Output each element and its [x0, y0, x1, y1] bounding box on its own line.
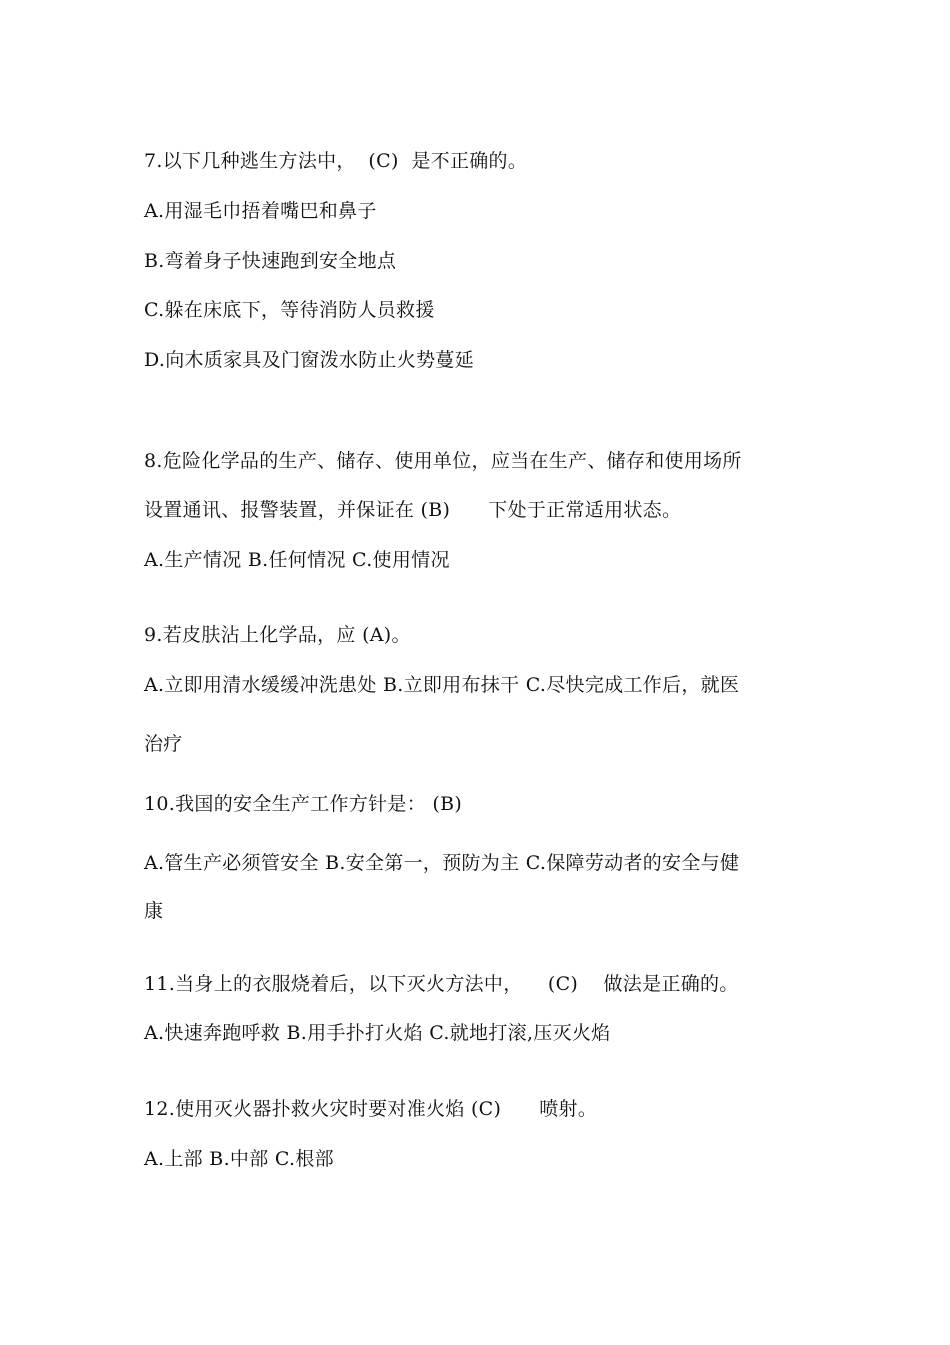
question-12-text: 12.使用灭火器扑救火灾时要对准火焰 (C) 喷射。	[144, 1098, 598, 1120]
question-10-options-line-2: 康	[144, 900, 164, 922]
question-8-text-line-2: 设置通讯、报警装置，并保证在 (B) 下处于正常适用状态。	[144, 499, 682, 521]
question-10-options-line-1: A.管生产必须管安全 B.安全第一，预防为主 C.保障劳动者的安全与健	[144, 852, 740, 874]
question-7-option-d: D.向木质家具及门窗泼水防止火势蔓延	[144, 349, 474, 371]
question-10-text: 10.我国的安全生产工作方针是： (B)	[144, 793, 463, 815]
question-9-text: 9.若皮肤沾上化学品，应 (A)。	[144, 624, 411, 646]
question-7-text: 7.以下几种逃生方法中， (C) 是不正确的。	[144, 150, 528, 172]
question-7-option-b: B.弯着身子快速跑到安全地点	[144, 250, 397, 272]
question-7-option-c: C.躲在床底下，等待消防人员救援	[144, 299, 435, 321]
question-11-options: A.快速奔跑呼救 B.用手扑打火焰 C.就地打滚,压灭火焰	[144, 1022, 611, 1044]
question-8-options: A.生产情况 B.任何情况 C.使用情况	[144, 549, 450, 571]
question-8-text-line-1: 8.危险化学品的生产、储存、使用单位，应当在生产、储存和使用场所	[144, 450, 742, 472]
question-12-options: A.上部 B.中部 C.根部	[144, 1148, 334, 1170]
question-9-options-line-2: 治疗	[144, 733, 183, 755]
question-7-option-a: A.用湿毛巾捂着嘴巴和鼻子	[144, 200, 377, 222]
question-9-options-line-1: A.立即用清水缓缓冲洗患处 B.立即用布抹干 C.尽快完成工作后，就医	[144, 674, 740, 696]
question-11-text: 11.当身上的衣服烧着后，以下灭火方法中， (C) 做法是正确的。	[144, 973, 739, 995]
